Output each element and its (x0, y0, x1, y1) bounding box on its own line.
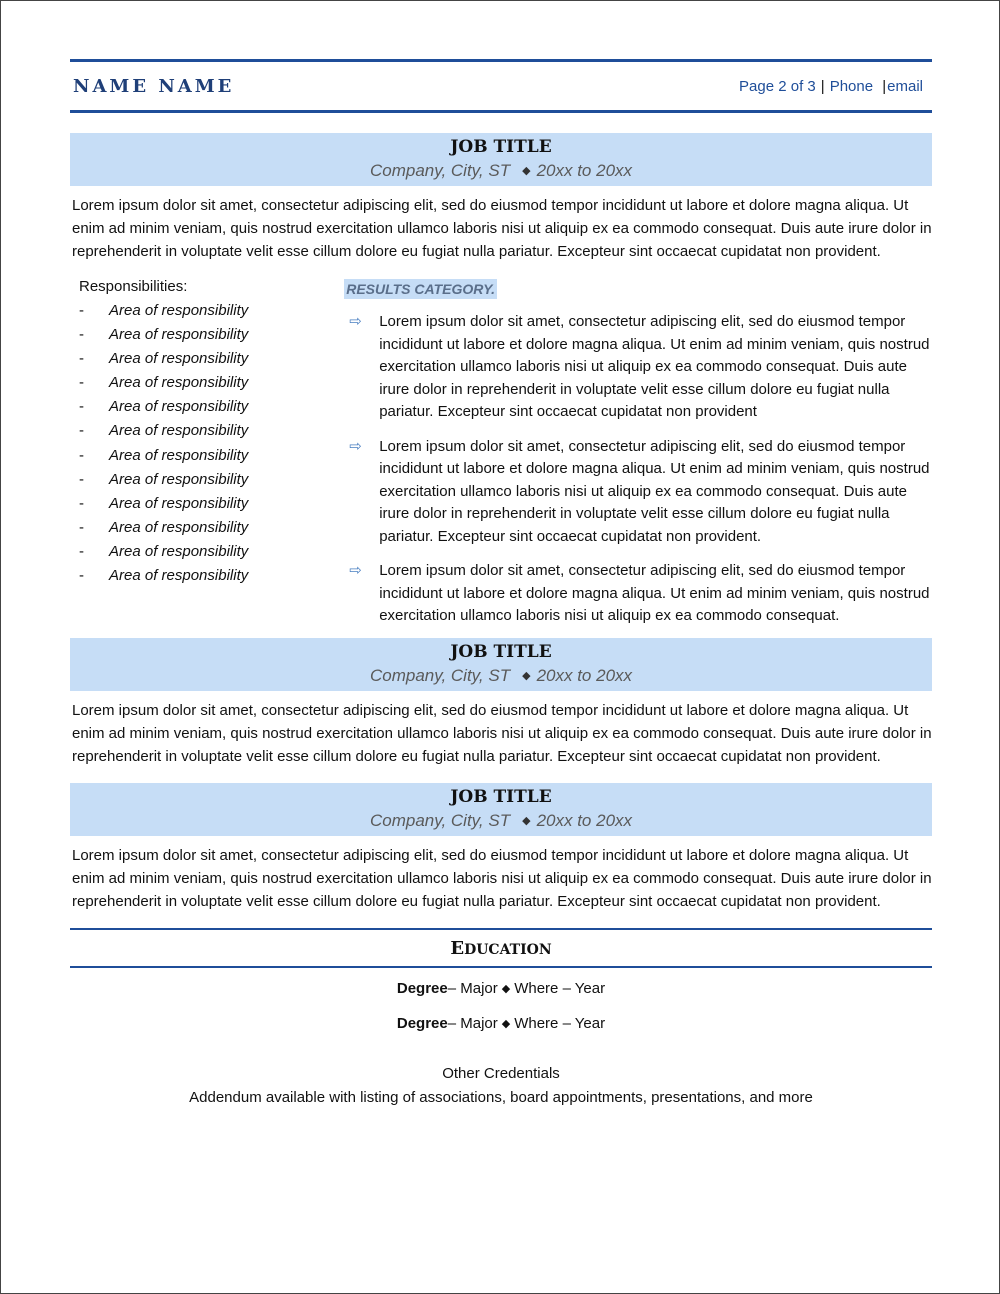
job-company: Company, City, ST (369, 810, 511, 830)
email: email (887, 77, 923, 95)
header-bottom-rule (70, 110, 932, 113)
degree-major: – Major (447, 979, 498, 997)
dash-bullet-icon: - (79, 374, 84, 392)
responsibility-item (79, 323, 344, 347)
job-company-line (70, 809, 932, 835)
dash-bullet-icon: - (79, 470, 84, 488)
responsibility-item (79, 419, 344, 443)
job-details (70, 275, 932, 640)
job-title: JOB TITLE (450, 137, 552, 157)
dash-bullet-icon: - (79, 398, 84, 416)
degree-major: – Major (447, 1014, 498, 1032)
education-heading-initial: E (450, 937, 465, 959)
responsibility-item (79, 371, 344, 395)
responsibility-text: Area of responsibility (109, 422, 249, 440)
dash-bullet-icon: - (79, 567, 84, 585)
job-summary: Lorem ipsum dolor sit amet, consectetur adipiscing elit, sed do eiusmod tempor incididunt ut labore et dolore magna aliqua. Ut enim ad minim veniam, quis nostrud exercitation ullamco laboris nisi ut aliquip ex ea commodo consequat. Duis aute irure dolor in reprehenderit in voluptate velit esse cillum dolore eu fugiat nulla pariatur. Excepteur sint occaecat cupidatat non provident. (72, 701, 932, 765)
responsibility-text: Area of responsibility (109, 326, 249, 344)
separator: | (882, 77, 887, 95)
responsibility-item (79, 395, 344, 419)
responsibility-text: Area of responsibility (109, 518, 249, 536)
responsibility-text: Area of responsibility (109, 542, 249, 560)
responsibility-text: Area of responsibility (109, 470, 249, 488)
responsibilities-column (70, 275, 344, 640)
result-item (344, 311, 932, 424)
diamond-bullet-icon: ◆ (501, 1017, 511, 1030)
degree-row (70, 1013, 932, 1036)
result-item (344, 560, 932, 628)
responsibility-text: Area of responsibility (109, 398, 249, 416)
job-dates: 20xx to 20xx (536, 810, 633, 830)
job-title: JOB TITLE (450, 786, 552, 807)
arrow-bullet-icon: ⇨ (349, 562, 362, 579)
responsibility-text: Area of responsibility (109, 350, 249, 368)
result-text: Lorem ipsum dolor sit amet, consectetur adipiscing elit, sed do eiusmod tempor incididunt ut labore et dolore magna aliqua. Ut enim ad minim veniam, quis nostrud exercitation ullamco laboris nisi ut aliquip ex ea commodo consequat. (379, 562, 930, 624)
job-company: Company, City, ST (369, 665, 511, 685)
job-heading-band (70, 783, 932, 836)
responsibility-item (79, 564, 344, 588)
degree-name: Degree (396, 1014, 448, 1032)
responsibilities-list (79, 299, 344, 588)
results-list (344, 311, 932, 628)
dash-bullet-icon: - (79, 350, 84, 368)
page-info: Page 2 of 3 (739, 77, 816, 95)
job-title: JOB TITLE (450, 641, 552, 662)
job-heading-band (70, 638, 932, 691)
header-contact (739, 78, 923, 95)
result-text: Lorem ipsum dolor sit amet, consectetur adipiscing elit, sed do eiusmod tempor incididunt ut labore et dolore magna aliqua. Ut enim ad minim veniam, quis nostrud exercitation ullamco laboris nisi ut aliquip ex ea commodo consequat. Duis aute irure dolor in reprehenderit in voluptate velit esse cillum dolore eu fugiat nulla pariatur. Excepteur sint occaecat cupidatat non provident (379, 313, 930, 420)
job-heading-band (70, 133, 932, 186)
responsibility-text: Area of responsibility (109, 374, 249, 392)
result-item (344, 436, 932, 549)
responsibility-text: Area of responsibility (109, 302, 249, 319)
degree-name: Degree (396, 979, 448, 997)
arrow-bullet-icon: ⇨ (349, 313, 362, 330)
dash-bullet-icon: - (79, 446, 84, 464)
job-summary: Lorem ipsum dolor sit amet, consectetur adipiscing elit, sed do eiusmod tempor incididunt ut labore et dolore magna aliqua. Ut enim ad minim veniam, quis nostrud exercitation ullamco laboris nisi ut aliquip ex ea commodo consequat. Duis aute irure dolor in reprehenderit in voluptate velit esse cillum dolore eu fugiat nulla pariatur. Excepteur sint occaecat cupidatat non provident. (72, 846, 932, 910)
job-company: Company, City, ST (369, 161, 511, 180)
dash-bullet-icon: - (79, 302, 84, 319)
dash-bullet-icon: - (79, 518, 84, 536)
candidate-name: NAME NAME (73, 75, 235, 97)
education-heading (70, 930, 932, 966)
responsibility-item (79, 444, 344, 468)
diamond-bullet-icon: ◆ (501, 982, 511, 995)
responsibility-item (79, 540, 344, 564)
responsibility-item (79, 468, 344, 492)
responsibility-item (79, 492, 344, 516)
page-content (70, 59, 932, 1110)
job-summary: Lorem ipsum dolor sit amet, consectetur adipiscing elit, sed do eiusmod tempor incididunt ut labore et dolore magna aliqua. Ut enim ad minim veniam, quis nostrud exercitation ullamco laboris nisi ut aliquip ex ea commodo consequat. Duis aute irure dolor in reprehenderit in voluptate velit esse cillum dolore eu fugiat nulla pariatur. Excepteur sint occaecat cupidatat non provident. (72, 197, 932, 260)
results-column (344, 275, 932, 640)
job-dates: 20xx to 20xx (536, 161, 633, 180)
responsibility-text: Area of responsibility (109, 494, 249, 512)
phone: Phone (829, 77, 874, 95)
degree-where-year: Where – Year (514, 1014, 606, 1032)
result-text: Lorem ipsum dolor sit amet, consectetur adipiscing elit, sed do eiusmod tempor incididunt ut labore et dolore magna aliqua. Ut enim ad minim veniam, quis nostrud exercitation ullamco laboris nisi ut aliquip ex ea commodo consequat. Duis aute irure dolor in reprehenderit in voluptate velit esse cillum dolore eu fugiat nulla pariatur. Excepteur sint occaecat cupidatat non provident. (379, 437, 930, 545)
dash-bullet-icon: - (79, 422, 84, 440)
job-company-line (70, 664, 932, 690)
job-dates: 20xx to 20xx (536, 665, 633, 685)
responsibility-item (79, 516, 344, 540)
responsibility-text: Area of responsibility (109, 446, 249, 464)
dash-bullet-icon: - (79, 326, 84, 344)
job-company-line (70, 159, 932, 185)
responsibilities-heading: Responsibilities: (79, 278, 188, 295)
results-category: RESULTS CATEGORY. (346, 281, 496, 297)
diamond-bullet-icon: ◆ (522, 669, 531, 682)
dash-bullet-icon: - (79, 494, 84, 512)
arrow-bullet-icon: ⇨ (349, 437, 362, 455)
other-credentials-heading: Other Credentials (442, 1064, 560, 1082)
page-header (70, 62, 932, 110)
degree-where-year: Where – Year (514, 979, 606, 997)
other-credentials-text: Addendum available with listing of associations, board appointments, presentations, and more (189, 1088, 813, 1106)
degree-list (70, 978, 932, 1036)
dash-bullet-icon: - (79, 542, 84, 560)
responsibility-item (79, 299, 344, 323)
responsibility-text: Area of responsibility (109, 567, 249, 585)
diamond-bullet-icon: ◆ (522, 814, 531, 827)
education-heading-rest: DUCATION (464, 941, 552, 958)
separator: | (820, 77, 825, 95)
diamond-bullet-icon: ◆ (522, 165, 531, 177)
responsibility-item (79, 347, 344, 371)
degree-row (70, 978, 932, 1001)
